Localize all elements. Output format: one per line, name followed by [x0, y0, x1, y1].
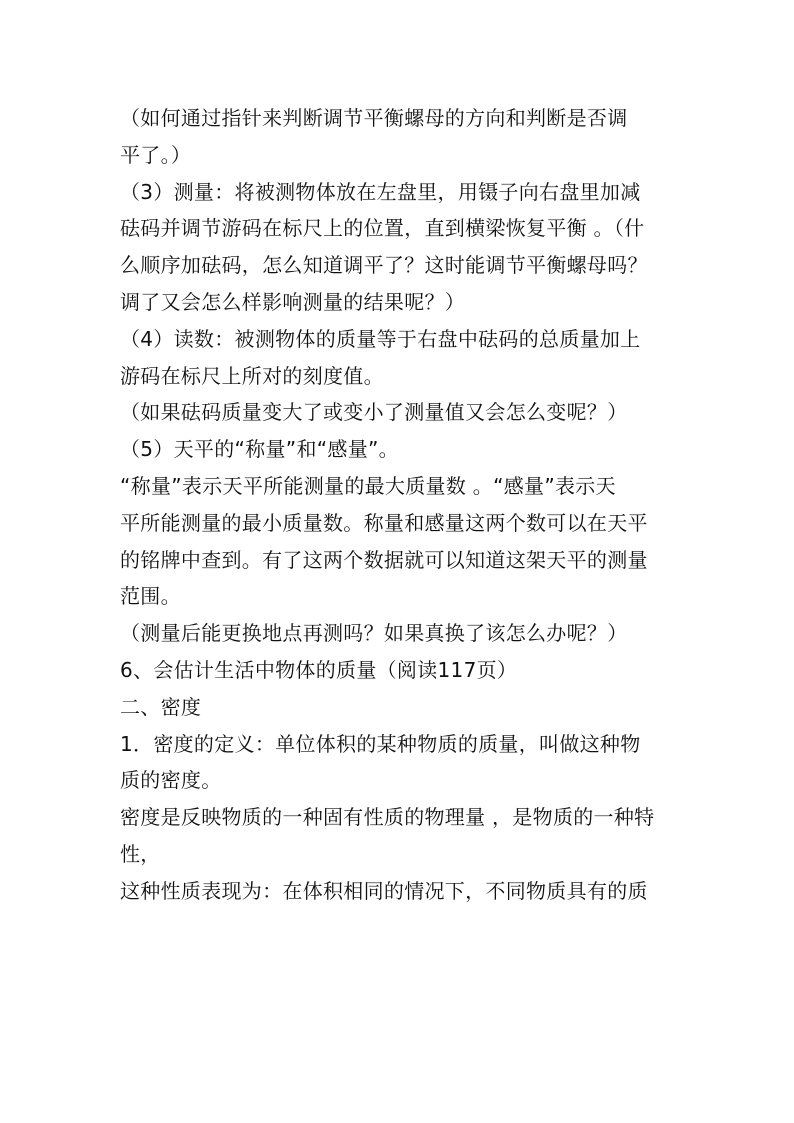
- document-body: [120, 100, 710, 910]
- text-line: （测量后能更换地点再测吗？如果真换了该怎么办呢？）: [120, 621, 628, 646]
- text-line: 调了又会怎么样影响测量的结果呢？）: [120, 289, 466, 314]
- text-line: “称量”表示天平所能测量的最大质量数 。“感量”表示天: [120, 473, 616, 498]
- text-line: 游码在标尺上所对的刻度值。: [120, 363, 384, 388]
- text-line: 平了。）: [120, 142, 192, 167]
- text-line: （如何通过指针来判断调节平衡螺母的方向和判断是否调: [120, 106, 628, 130]
- text-line: （4）读数：被测物体的质量等于右盘中砝码的总质量加上: [120, 326, 641, 351]
- text-line: 1．密度的定义：单位体积的某种物质的质量，叫做这种物: [120, 731, 641, 756]
- text-line: 范围。: [120, 584, 181, 609]
- text-line: 么顺序加砝码，怎么知道调平了？这时能调节平衡螺母吗？: [120, 253, 648, 278]
- text-line: （如果砝码质量变大了或变小了测量值又会怎么变呢？）: [120, 400, 628, 425]
- text-line: 的铭牌中查到。有了这两个数据就可以知道这架天平的测量: [120, 547, 648, 572]
- text-line: 密度是反映物质的一种固有性质的物理量 ，是物质的一种特: [120, 805, 655, 830]
- text-line: 砝码并调节游码在标尺上的位置，直到横梁恢复平衡 。（什: [120, 216, 645, 241]
- text-line: 平所能测量的最小质量数。称量和感量这两个数可以在天平: [120, 510, 648, 535]
- text-line: 质的密度。: [120, 768, 222, 793]
- text-line: （3）测量：将被测物体放在左盘里，用镊子向右盘里加减: [120, 179, 641, 204]
- text-line: （5）天平的“称量”和“感量”。: [120, 437, 399, 462]
- text-line: 性，: [120, 841, 161, 866]
- text-line: 6、会估计生活中物体的质量（阅读117页）: [120, 657, 518, 682]
- text-line: 这种性质表现为：在体积相同的情况下，不同物质具有的质: [120, 878, 648, 903]
- section-heading: 二、密度: [120, 694, 202, 719]
